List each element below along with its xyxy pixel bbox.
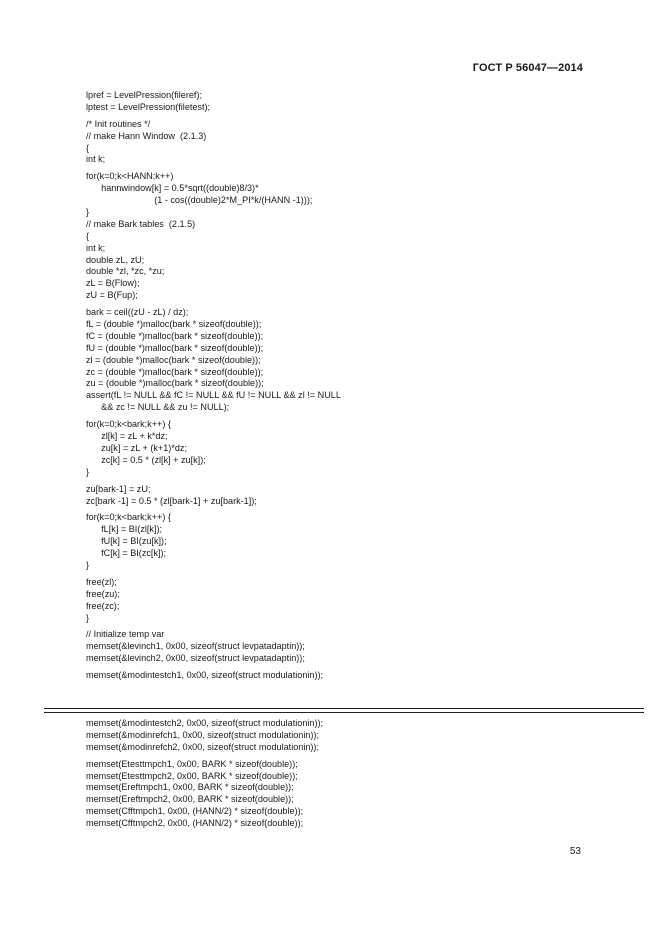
- separator-line: [44, 712, 644, 713]
- code-line: int k;: [86, 242, 106, 253]
- code-line: memset(&modinrefch2, 0x00, sizeof(struct modulationin));: [86, 741, 319, 752]
- code-line: for(k=0;k<HANN;k++): [86, 171, 174, 182]
- code-line: for(k=0;k<bark;k++) {: [86, 512, 171, 523]
- code-listing-top: [86, 90, 341, 682]
- code-line: // make Hann Window (2.1.3): [86, 130, 207, 141]
- code-line: for(k=0;k<bark;k++) {: [86, 419, 171, 430]
- code-line: && zc != NULL && zu != NULL);: [86, 402, 230, 413]
- page-number: 53: [569, 846, 581, 857]
- code-line: /* Init routines */: [86, 118, 151, 129]
- code-line: memset(Ereftmpch1, 0x00, BARK * sizeof(double));: [86, 782, 294, 793]
- code-line: zL = B(Flow);: [86, 278, 140, 289]
- code-line: zc[k] = 0.5 * (zl[k] + zu[k]);: [86, 454, 206, 465]
- code-line: }: [86, 207, 90, 218]
- code-line: memset(Ereftmpch2, 0x00, BARK * sizeof(double));: [86, 794, 294, 805]
- code-line: free(zl);: [86, 576, 117, 587]
- standard-designation: ГОСТ Р 56047—2014: [472, 62, 583, 74]
- code-line: double zL, zU;: [86, 254, 145, 265]
- code-line: fC = (double *)malloc(bark * sizeof(double));: [86, 330, 264, 341]
- code-line: zc = (double *)malloc(bark * sizeof(double));: [86, 366, 264, 377]
- code-line: fL[k] = BI(zl[k]);: [86, 524, 163, 535]
- code-line: int k;: [86, 154, 106, 165]
- code-line: bark = ceil((zU - zL) / dz);: [86, 307, 189, 318]
- code-line: free(zc);: [86, 600, 120, 611]
- code-line: zl[k] = zL + k*dz;: [86, 431, 168, 442]
- code-line: // make Bark tables (2.1.5): [86, 218, 196, 229]
- code-line: {: [86, 230, 90, 241]
- code-line: zc[bark -1] = 0.5 * (zl[bark-1] + zu[bark-1]);: [86, 495, 257, 506]
- code-line: assert(fL != NULL && fC != NULL && fU != NULL && zl != NULL: [86, 390, 341, 401]
- code-line: }: [86, 559, 90, 570]
- code-line: zu = (double *)malloc(bark * sizeof(double));: [86, 378, 264, 389]
- code-line: // Initialize temp var: [86, 629, 165, 640]
- code-line: fU = (double *)malloc(bark * sizeof(double));: [86, 342, 264, 353]
- code-line: memset(&modintestch1, 0x00, sizeof(struct modulationin));: [86, 670, 324, 681]
- code-line: double *zl, *zc, *zu;: [86, 266, 165, 277]
- code-line: {: [86, 142, 90, 153]
- code-line: memset(&levinch2, 0x00, sizeof(struct levpatadaptin));: [86, 653, 305, 664]
- code-line: memset(Etesttmpch1, 0x00, BARK * sizeof(double));: [86, 758, 298, 769]
- code-line: hannwindow[k] = 0.5*sqrt((double)8/3)*: [86, 183, 259, 194]
- code-line: memset(&modintestch2, 0x00, sizeof(struct modulationin));: [86, 718, 324, 728]
- code-line: fU[k] = BI(zu[k]);: [86, 536, 167, 547]
- code-line: zl = (double *)malloc(bark * sizeof(double));: [86, 354, 261, 365]
- code-line: zU = B(Fup);: [86, 290, 138, 301]
- code-line: memset(&levinch1, 0x00, sizeof(struct levpatadaptin));: [86, 641, 305, 652]
- code-line: }: [86, 612, 90, 623]
- code-line: zu[bark-1] = zU;: [86, 483, 151, 494]
- code-line: lpref = LevelPression(fileref);: [86, 90, 202, 100]
- code-line: fL = (double *)malloc(bark * sizeof(double));: [86, 319, 262, 330]
- code-line: lptest = LevelPression(filetest);: [86, 101, 211, 112]
- code-line: free(zu);: [86, 588, 120, 599]
- separator-line: [44, 708, 644, 709]
- code-line: fC[k] = BI(zc[k]);: [86, 548, 167, 559]
- code-line: }: [86, 466, 90, 477]
- code-line: memset(Cfftmpch2, 0x00, (HANN/2) * sizeof(double));: [86, 818, 304, 829]
- code-line: memset(Cfftmpch1, 0x00, (HANN/2) * sizeof(double));: [86, 806, 304, 817]
- code-line: memset(&modinrefch1, 0x00, sizeof(struct modulationin));: [86, 729, 319, 740]
- code-line: (1 - cos((double)2*M_PI*k/(HANN -1)));: [86, 195, 313, 206]
- code-listing-bottom: [86, 718, 323, 830]
- code-line: memset(Etesttmpch2, 0x00, BARK * sizeof(double));: [86, 770, 298, 781]
- code-line: zu[k] = zL + (k+1)*dz;: [86, 442, 187, 453]
